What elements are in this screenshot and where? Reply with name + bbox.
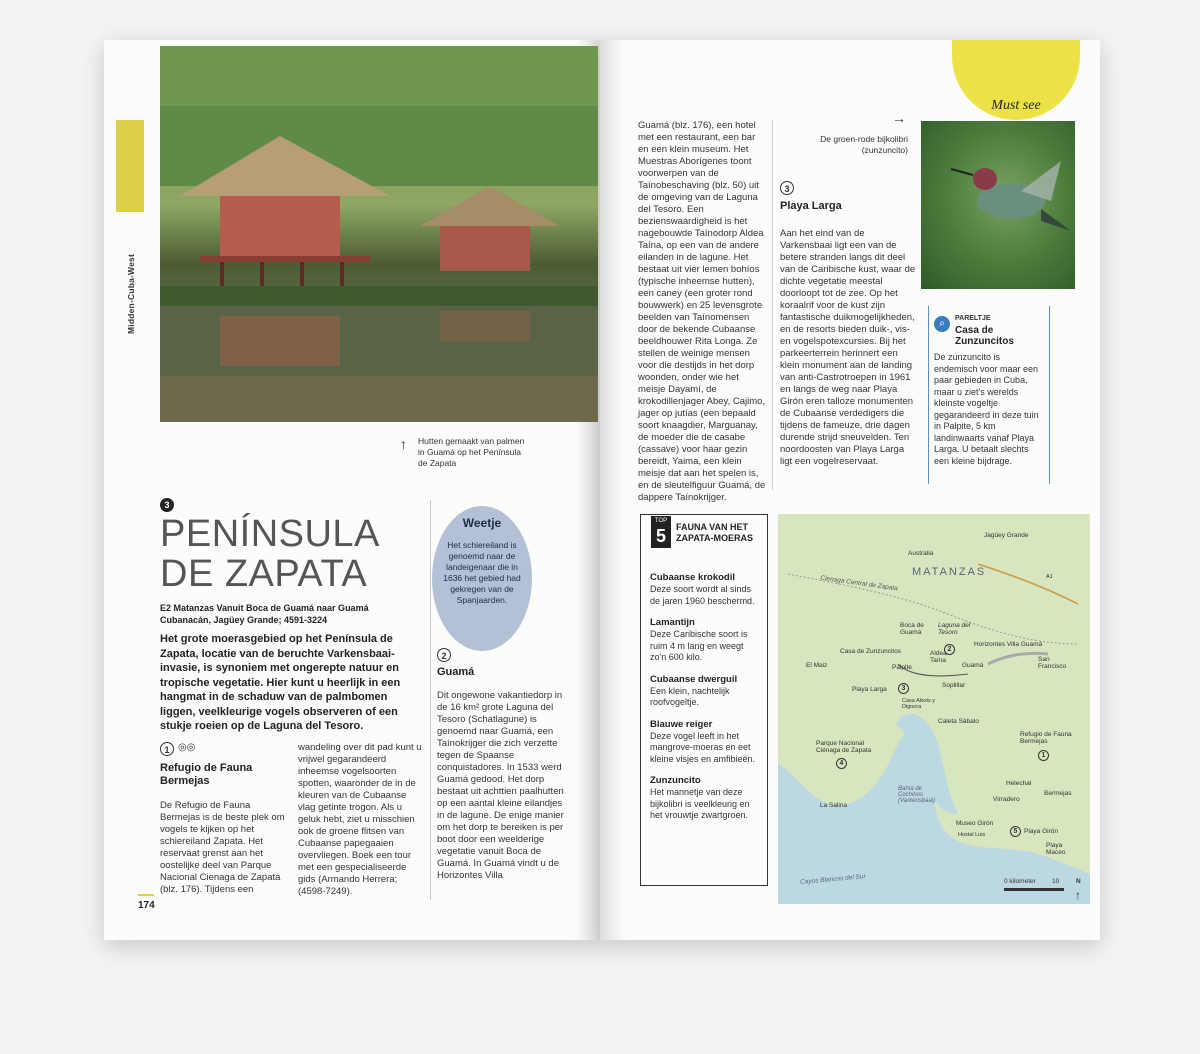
pareltje-text: De zunzuncito is endemisch voor maar een paar gebieden in Cuba, maar u ziet's werelds kleinste vogeltje gegarandeerd in deze tuin in Palpite, 5 km landinwaarts vanaf Playa Larga. U betaalt slechts een kleine bijdrage. <box>934 352 1039 466</box>
map-place-helechal: Helechal <box>1006 780 1032 787</box>
weetje-text: Het schiereiland is genoemd naar de landeigenaar die in 1636 het gebied had gekregen van de Spanjaarden. <box>443 540 521 605</box>
guama-text-cont: Guamá (blz. 176), een hotel met een restaurant, een bar en een klein museum. Het Muestras Aborígenes toont voorwerpen van de Taínobeschaving (blz. 50) uit de omgeving van de Laguna del Tesoro. Een bezienswaardigheid is het nagebouwde Taínodorp Aldea Taína, op een van de andere eilanden in de lagune. Het bestaat uit vier lemen bohíos (typische inheemse hutten), een caney (een groter rond bouwwerk) en 25 levensgrote beelden van Taínomensen door de bekende Cubaanse beeldhouwer Rita Longa. Ze stellen de weinige mensen voor die destijds in het dorp woonden, onder wie het meisje Dayamí, de krokodillenjager Abey, Cajimo, jager op jutías (een bepaald soort knaagdier, Marguanay, de moeder die de casabe (cassave) voor haar gezin bereidt, Yaima, een klein meisje dat aan het spelen is, en de sleutelfiguur Guamá, de dappere Taínokrijger. <box>638 120 766 503</box>
refugio-text-cont: wandeling over dit pad kunt u vrijwel gegarandeerd inheemse vogelsoorten spotten, waaronder de in de kleuren van de Cubaanse vlag getinte trogon. Als u geluk hebt, ziet u misschien ook de groene flitsen van Cubaanse papegaaien overvliegen. Boek een tour met een gespecialiseerde gids (Armando Herrera; (4598-7249). <box>298 742 422 897</box>
refugio-title: Refugio de Fauna Bermejas <box>160 762 253 787</box>
playa-number: 3 <box>780 181 794 195</box>
map-place-playalarga: Playa Larga <box>852 686 887 693</box>
huts-photo <box>160 46 598 422</box>
top5-item-text: Het mannetje van deze bijkolibri is veelkleurig en het vrouwtje zwartgroen. <box>650 787 750 820</box>
top5-item <box>650 572 762 607</box>
top5-item <box>650 617 762 664</box>
map-road-number: A1 <box>1046 574 1053 580</box>
map-place-guama: Guamá <box>962 662 984 669</box>
guama-text: Dit ongewone vakantiedorp in de 16 km² grote Laguna del Tesoro (Schatlagune) is genoemd naar Guamá, een Taínokrijger die zich verzette tegen de Spaanse conquistadores. In 1533 werd Guamá gedood. Het dorp bestaat uit achttien paalhutten op een aantal kleine eilandjes in de lagune. De enige manier om het dorp te bereiken is per boot door een weelderige vegetatie vanuit Boca de Guamá. In Guamá vindt u de Horizontes Villa <box>437 690 564 881</box>
map-sea: Cayos Blancos del Sur <box>799 873 866 886</box>
top5-item <box>650 719 762 766</box>
refugio-text: De Refugio de Fauna Bermejas is de beste plek om vogels te kijken op het schiereiland Zapata. Het reservaat grenst aan het oostelijke deel van Parque Nacional Cienaga de Zapata (blz. 176). Tijdens een <box>160 800 285 895</box>
must-see-label: Must see <box>991 98 1041 113</box>
hummingbird-photo <box>921 121 1075 289</box>
top5-item <box>650 674 762 709</box>
top5-title: FAUNA VAN HET ZAPATA-MOERAS <box>676 522 753 543</box>
pareltje-title: Casa de Zunzuncitos <box>955 325 1014 347</box>
map-place-playagiron: Playa Girón <box>1024 828 1058 835</box>
top5-number: 5 <box>655 526 666 546</box>
map-place-virradero: Virradero <box>993 796 1020 803</box>
guama-title: Guamá <box>437 666 475 678</box>
map-place-australia: Australia <box>908 550 934 557</box>
section-color-tab <box>116 120 144 212</box>
map-place-bermejas: Bermejas <box>1044 790 1072 797</box>
map-place-jaguey: Jagüey Grande <box>984 532 1029 539</box>
refugio-number: 1 <box>160 742 174 756</box>
bird-caption: De groen-rode bijkolibri (zunzuncito) <box>820 134 908 155</box>
top5-item-title: Blauwe reiger <box>650 718 713 730</box>
map-marker-5: 5 <box>1010 826 1021 837</box>
top5-item-text: Deze soort wordt al sinds de jaren 1960 beschermd. <box>650 584 755 606</box>
pareltje-label: PARELTJE <box>955 315 991 322</box>
top5-item-title: Cubaanse dwerguil <box>650 673 738 685</box>
map-place-villa: Horizontes Villa Guamá <box>974 641 1043 648</box>
column-divider <box>430 500 431 900</box>
top5-list <box>650 572 762 832</box>
map-place-soplillar: Soplillar <box>942 682 966 689</box>
playa-title: Playa Larga <box>780 200 842 212</box>
weetje-title: Weetje <box>462 516 502 530</box>
map-region: MATANZAS <box>912 566 987 578</box>
top5-item-text: Een klein, nachtelijk roofvogeltje. <box>650 685 730 707</box>
map-place-palpite: Palpite <box>892 664 912 671</box>
top5-item-title: Lamantijn <box>650 617 695 628</box>
map-road-name: Cienaga Central de Zapata <box>819 574 899 593</box>
map-place-aldea: Aldea Taína <box>930 650 947 664</box>
photo-caption: Hutten gemaakt van palmen in Guamá op het Península de Zapata <box>418 436 525 468</box>
map-place-playamaceo: Playa Maceo <box>1046 842 1066 856</box>
map-place-parque: Parque Nacional Ciénaga de Zapata <box>816 740 872 754</box>
caption-arrow-up-icon: ↑ <box>400 436 407 452</box>
map-marker-2: 2 <box>944 644 955 655</box>
map-place-laguna: Laguna del Tesoro <box>938 622 971 636</box>
top5-label: TOP <box>654 518 668 524</box>
map-place-refugio: Refugio de Fauna Bermejas <box>1020 731 1072 745</box>
binoculars-icon: ◎◎ <box>178 742 196 753</box>
map-marker-1: 1 <box>1038 750 1049 761</box>
info-line: E2 Matanzas Vanuit Boca de Guamá naar Guamá Cubanacán, Jagüey Grande; 4591-3224 <box>160 603 369 625</box>
right-column-divider <box>772 120 773 490</box>
page-title: PENÍNSULA DE ZAPATA <box>160 513 380 595</box>
top5-item-title: Zunzuncito <box>650 775 701 786</box>
map-scale-label: 0 kilometer <box>1004 878 1036 885</box>
map-marker-4: 4 <box>836 758 847 769</box>
map-place-lasalina: La Salina <box>820 802 848 809</box>
guama-number: 2 <box>437 648 451 662</box>
caption-arrow-right-icon: → <box>892 110 906 126</box>
map-place-elmaiz: El Maiz <box>806 662 828 669</box>
page-number: 174 <box>138 900 155 911</box>
map-scale-max: 10 <box>1052 878 1060 885</box>
page-number-accent <box>138 894 154 896</box>
map-north-label: N <box>1076 878 1081 885</box>
north-arrow-icon: ↑ <box>1075 888 1081 902</box>
top5-item-text: Deze Caribische soort is ruim 4 m lang en weegt zo'n 600 kilo. <box>650 629 748 662</box>
map-scale-bar <box>1004 888 1064 891</box>
map-place-hostal: Hostal Luis <box>958 832 986 838</box>
top5-item-text: Deze vogel leeft in het mangrove-moeras en eet kleine visjes en amfibieën. <box>650 730 756 764</box>
map-place-caleta: Caleta Sábalo <box>938 718 979 725</box>
search-icon: ⌕ <box>934 316 950 332</box>
section-tab-label: Midden-Cuba-West <box>126 253 136 334</box>
playa-text: Aan het eind van de Varkensbaai ligt een van de betere stranden langs dit deel van de Caribische kust, waar de dichte vegetatie meestal doorloopt tot de zee. Op het koraalrif voor de kust zijn fantastische duikmogelijkheden, en de resorts bieden duik-, vis- en vogelspotexcursies. Bij het parkeerterrein herinnert een klein monument aan de landing van anti-Castrotroepen in 1961 en langs de weg naar Playa Girón eren talloze monumenten de Cubaanse verdedigers die tijdens de fameuze, drie dagen durende strijd sneuvelden. Ten noordoosten van Playa Larga ligt een vogelreservaat. <box>780 228 916 467</box>
map-place-sanfrancisco: San Francisco <box>1038 656 1067 670</box>
map-place-casaalexis: Casa Alexis y Dignora <box>902 698 936 710</box>
map-place-museogiron: Museo Girón <box>956 820 994 827</box>
lead-paragraph: Het grote moerasgebied op het Península de Zapata, locatie van de beruchte Varkensbaai-invasie, is synoniem met ongerepte natuur en tropische vegetatie. Hier kunt u heerlijk in een hangmat in de schaduw van de palmbomen liggen, veelkleurige vogels observeren of een stukje roeien op de Laguna del Tesoro. <box>160 633 401 732</box>
top5-item-title: Cubaanse krokodil <box>650 572 735 583</box>
map-bay: Bahía de Cochinos (Varkensbaai) <box>898 786 936 804</box>
map-place-boca: Boca de Guamá <box>900 622 924 636</box>
top5-item <box>650 775 762 822</box>
section-number-badge: 3 <box>160 498 174 512</box>
map-marker-3: 3 <box>898 683 909 694</box>
map-place-casa: Casa de Zunzuncitos <box>840 648 902 655</box>
